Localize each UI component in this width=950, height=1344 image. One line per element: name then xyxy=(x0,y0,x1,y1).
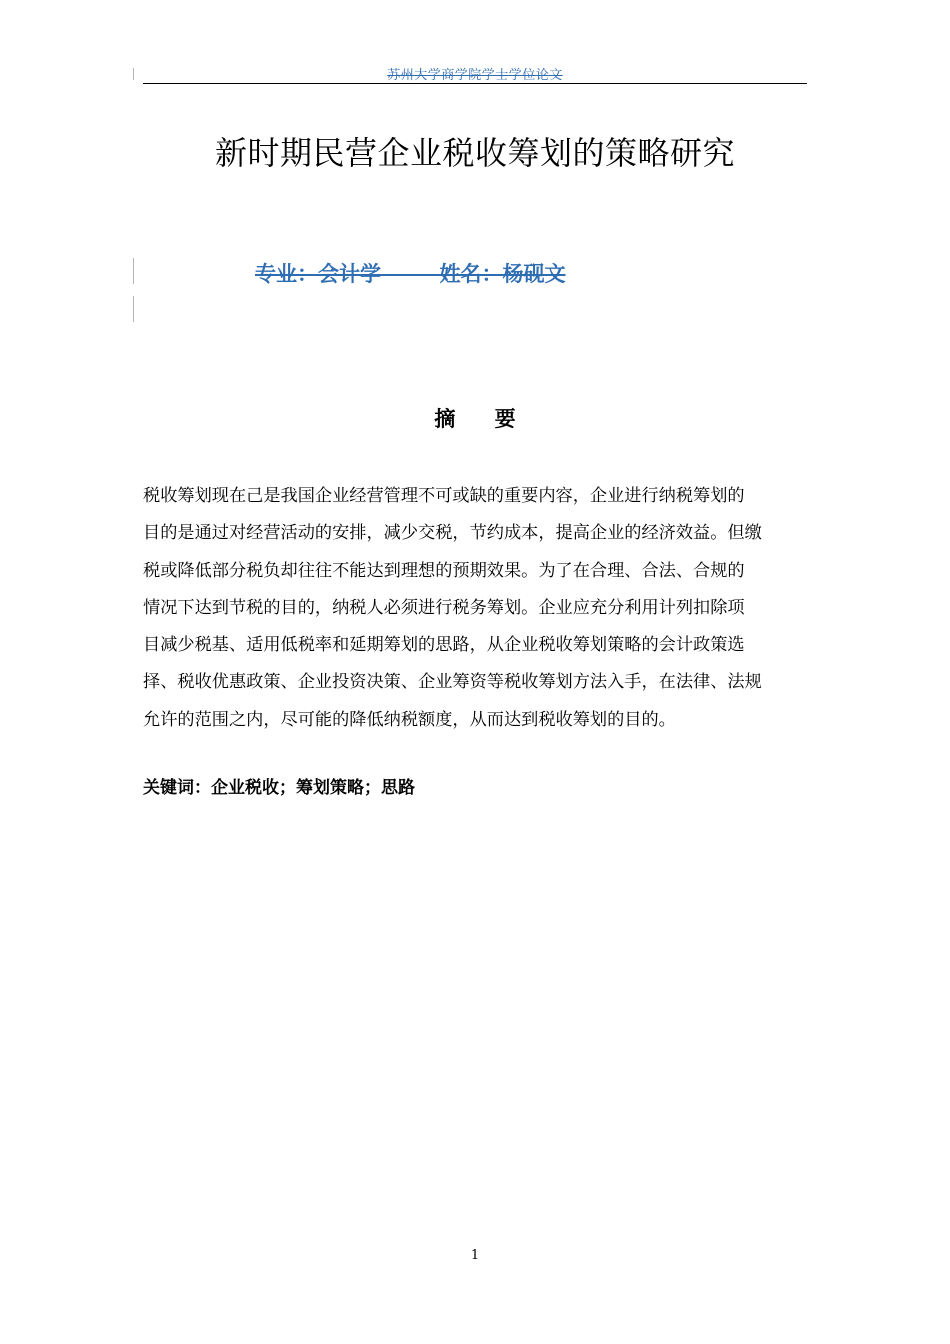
abstract-line: 税或降低部分税负却往往不能达到理想的预期效果。为了在合理、合法、合规的 xyxy=(143,560,745,581)
author-spacer xyxy=(381,262,440,286)
abstract-line: 税收筹划现在己是我国企业经营管理不可或缺的重要内容，企业进行纳税筹划的 xyxy=(143,486,745,506)
major-value: 会计学 xyxy=(318,262,381,286)
abstract-line: 情况下达到节税的目的，纳税人必须进行税务筹划。企业应充分利用计列扣除项 xyxy=(143,597,745,618)
keywords: 关键词：企业税收；筹划策略；思路 xyxy=(143,778,415,798)
abstract-heading: 摘 要 xyxy=(434,407,532,431)
margin-mark-author-1 xyxy=(133,258,134,284)
header-rule xyxy=(143,83,807,84)
page-number: 1 xyxy=(470,1248,480,1263)
abstract-line: 目的是通过对经营活动的安排，减少交税，节约成本，提高企业的经济效益。但缴 xyxy=(143,523,762,544)
margin-mark-header xyxy=(133,68,134,80)
major-label: 专业： xyxy=(255,262,318,286)
thesis-title: 新时期民营企业税收筹划的策略研究 xyxy=(214,134,735,172)
name-label: 姓名： xyxy=(439,262,503,286)
margin-mark-author-2 xyxy=(133,296,134,322)
running-header: 苏州大学商学院学士学位论文 xyxy=(387,68,563,83)
name-value: 杨砚文 xyxy=(502,262,566,286)
abstract-body xyxy=(143,478,807,739)
abstract-line: 择、税收优惠政策、企业投资决策、企业筹资等税收筹划方法入手，在法律、法规 xyxy=(143,672,762,693)
abstract-line: 允许的范围之内，尽可能的降低纳税额度，从而达到税收筹划的目的。 xyxy=(143,709,676,730)
author-line xyxy=(255,258,566,288)
abstract-line: 目减少税基、适用低税率和延期筹划的思路，从企业税收筹划策略的会计政策选 xyxy=(143,635,745,656)
